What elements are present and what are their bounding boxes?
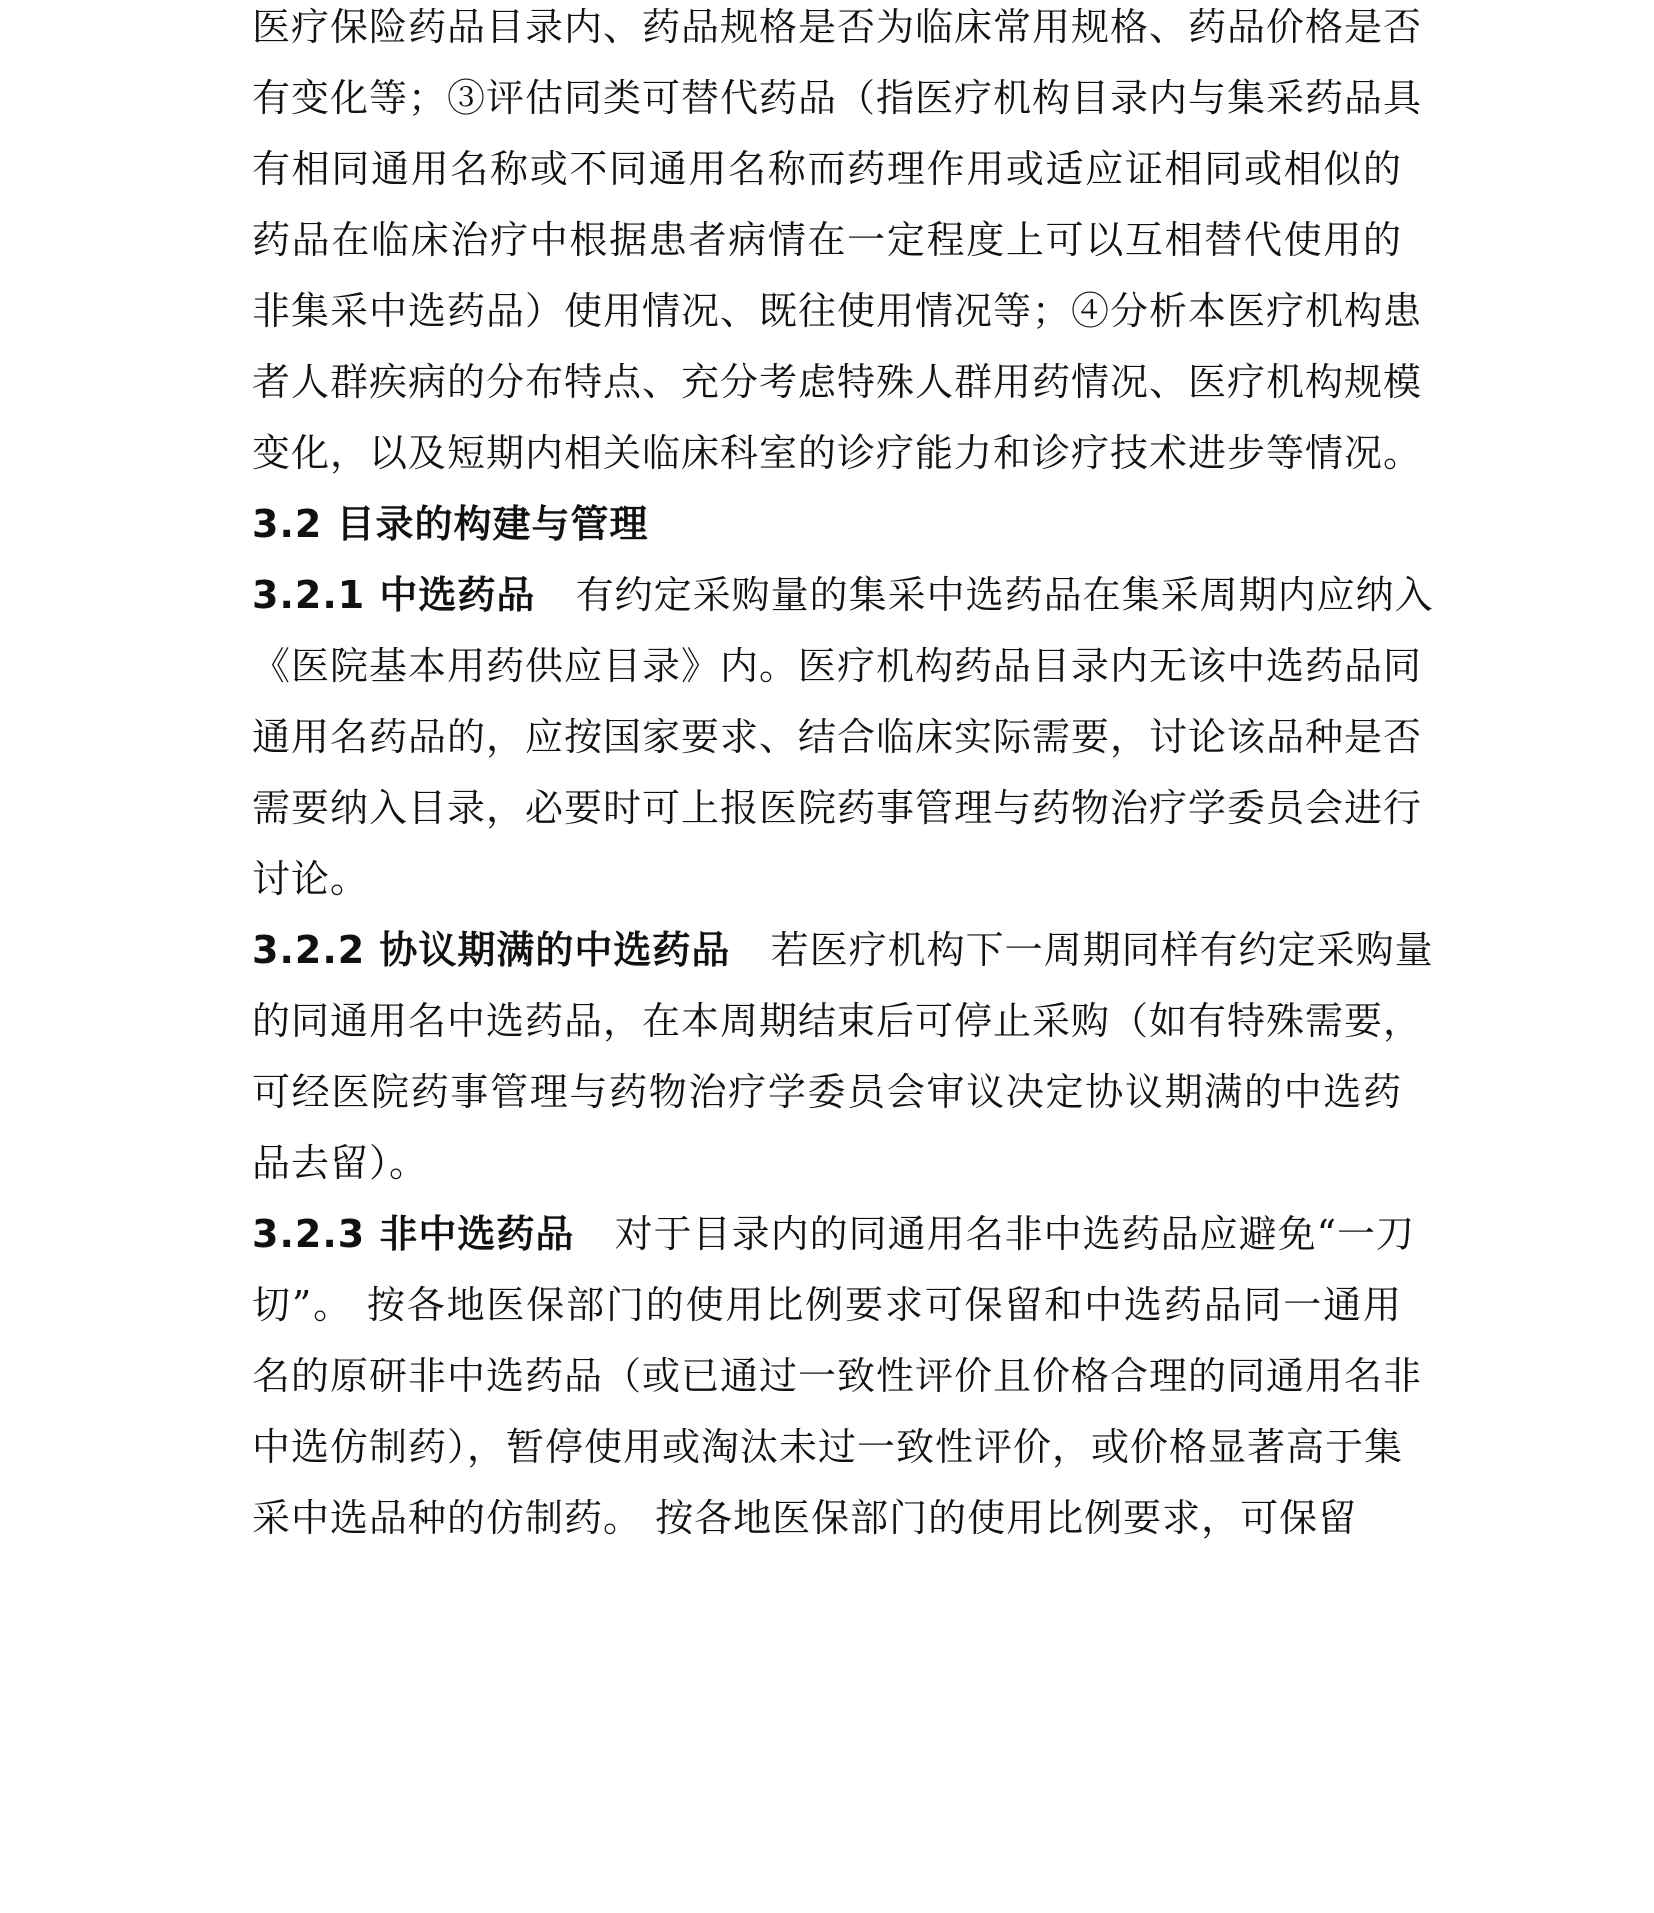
text-line: 变化，以及短期内相关临床科室的诊疗能力和诊疗技术进步等情况。 [252,431,1423,475]
text-line: 者人群疾病的分布特点、充分考虑特殊人群用药情况、医疗机构规模 [252,360,1423,404]
text-run: 有约定采购量的集采中选药品在集采周期内应纳入 [575,573,1434,617]
section-heading: 3.2 目录的构建与管理 [252,502,649,546]
text-line: 品去留）。 [252,1141,429,1185]
text-line: 可经医院药事管理与药物治疗学委员会审议决定协议期满的中选药 [252,1070,1402,1114]
subsection-323-first-line [252,1204,1416,1264]
text-line: 的同通用名中选药品，在本周期结束后可停止采购（如有特殊需要， [252,999,1423,1043]
subsection-322-first-line [252,920,1434,980]
subsection-title: 3.2.1 中选药品 [252,573,536,617]
text-line: 通用名药品的，应按国家要求、结合临床实际需要，讨论该品种是否 [252,715,1423,759]
text-run: 对于目录内的同通用名非中选药品应避免“一刀 [614,1212,1416,1256]
subsection-title: 3.2.3 非中选药品 [252,1212,575,1256]
text-line: 非集采中选药品）使用情况、既往使用情况等；④分析本医疗机构患 [252,289,1423,333]
text-line: 《医院基本用药供应目录》内。医疗机构药品目录内无该中选药品同 [252,644,1423,688]
text-line: 名的原研非中选药品（或已通过一致性评价且价格合理的同通用名非 [252,1354,1423,1398]
text-line: 切”。 按各地医保部门的使用比例要求可保留和中选药品同一通用 [252,1283,1402,1327]
text-line: 需要纳入目录，必要时可上报医院药事管理与药物治疗学委员会进行 [252,786,1423,830]
text-line: 讨论。 [252,857,370,901]
text-line: 药品在临床治疗中根据患者病情在一定程度上可以互相替代使用的 [252,218,1402,262]
text-line: 有相同通用名称或不同通用名称而药理作用或适应证相同或相似的 [252,147,1402,191]
text-line: 有变化等；③评估同类可替代药品（指医疗机构目录内与集采药品具 [252,76,1423,120]
text-run: 若医疗机构下一周期同样有约定采购量 [770,928,1434,972]
text-line: 中选仿制药），暂停使用或淘汰未过一致性评价，或价格显著高于集 [252,1425,1404,1469]
text-line: 医疗保险药品目录内、药品规格是否为临床常用规格、药品价格是否 [252,5,1423,49]
subsection-321-first-line [252,565,1434,625]
subsection-title: 3.2.2 协议期满的中选药品 [252,928,731,972]
text-line: 采中选品种的仿制药。 按各地医保部门的使用比例要求，可保留 [252,1496,1358,1540]
